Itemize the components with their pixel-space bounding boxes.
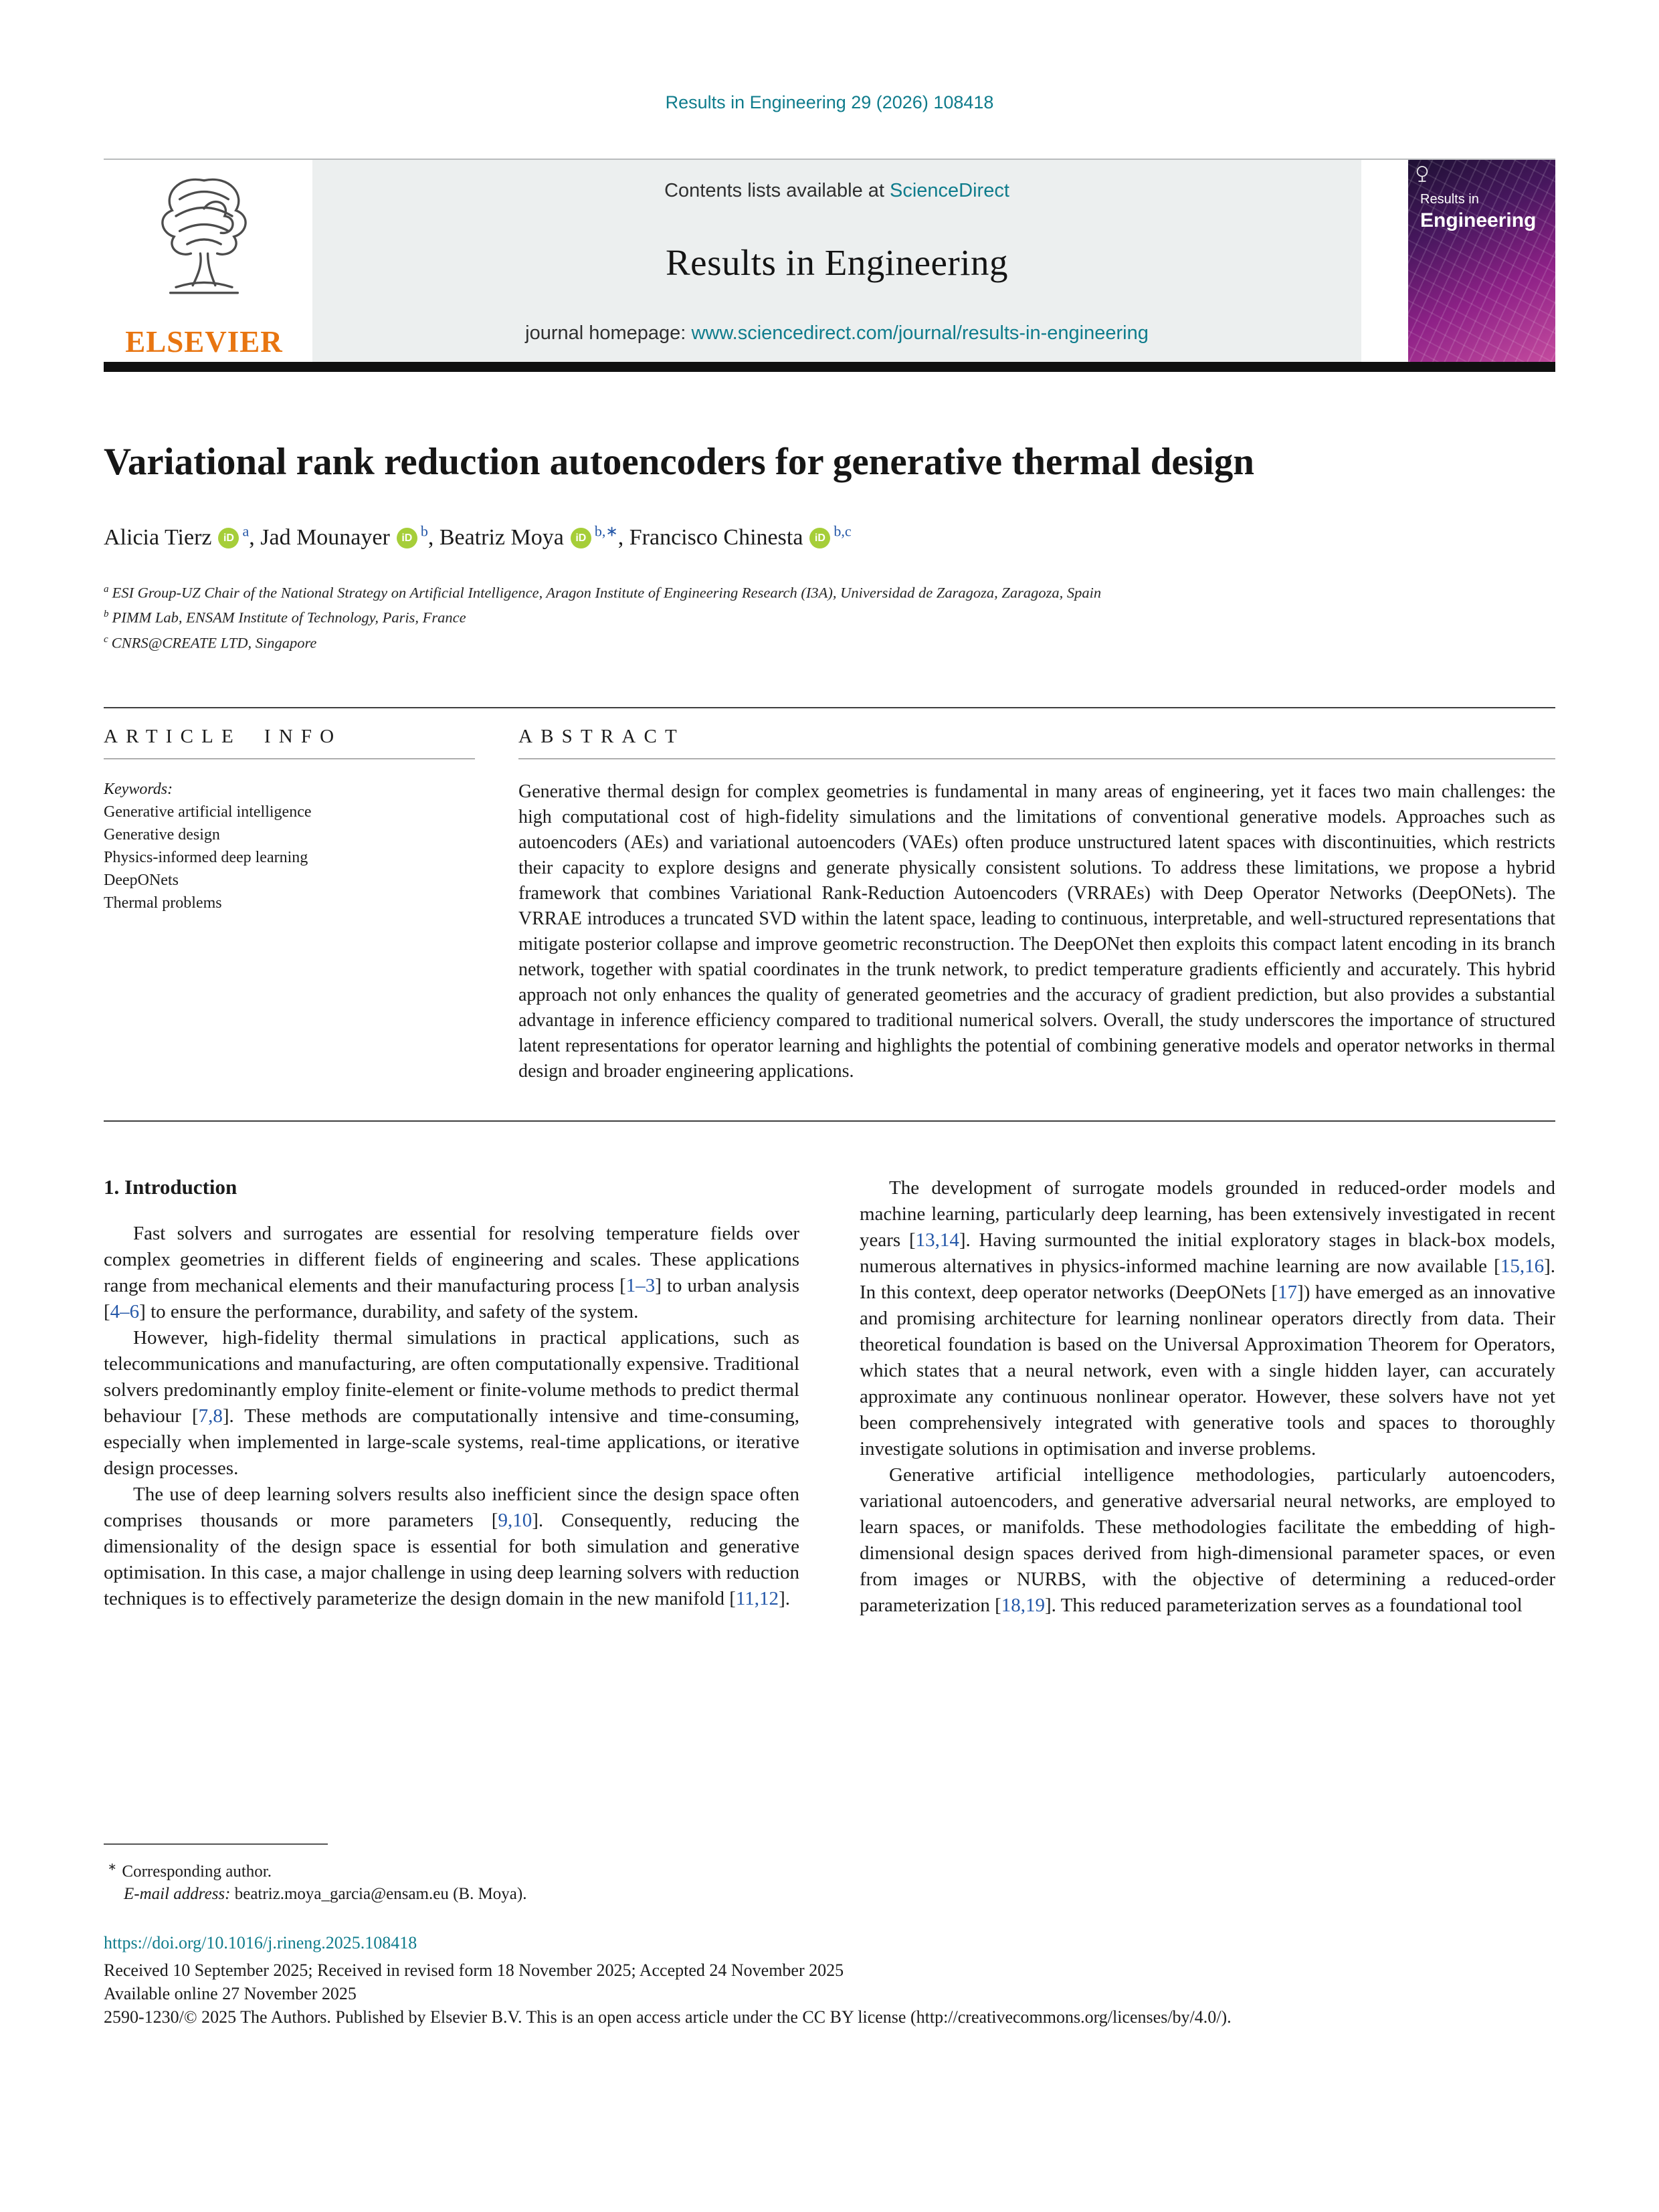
citation-link[interactable]: 13,14 (915, 1229, 959, 1251)
text-run: ]) have emerged as an innovative and promising architecture for learning nonlinear operators directly from data. Their theoretical foundation is based on the Universal Approximation Theorem for Operators, which states that a neural network, even with a single hidden layer, can accurately approximate any continuous nonlinear operator. However, these solvers have not yet been comprehensively integrated with generative tools and spaces to thoroughly investigate solutions in optimisation and inverse problems. (860, 1282, 1555, 1460)
text-run: The development of surrogate models grounded in reduced-order models and machine learning, particularly deep learning, has been extensively investigated in recent years [ (860, 1177, 1555, 1251)
text-run: However, high-fidelity thermal simulations in practical applications, such as telecommunications and manufacturing, are often computationally expensive. Traditional solvers predominantly employ finite-element or finite-volume methods to predict thermal behaviour [ (104, 1327, 799, 1427)
author (104, 522, 261, 550)
text-run: ] to urban analysis [ (104, 1275, 799, 1323)
paragraph (104, 1482, 799, 1612)
paragraph (860, 1462, 1555, 1619)
keyword: Physics-informed deep learning (104, 849, 308, 867)
article-info-heading: ARTICLE INFO (104, 726, 475, 759)
running-head: Results in Engineering 29 (2026) 108418 (665, 92, 994, 112)
author-affiliation-sup[interactable]: b,c (834, 522, 852, 540)
cover-title-small: Results in (1420, 192, 1479, 207)
body-columns (104, 1175, 1555, 1619)
page-footer (104, 1843, 1555, 2029)
paragraph (860, 1175, 1555, 1462)
journal-title: Results in Engineering (665, 241, 1009, 283)
journal-header (104, 159, 1555, 362)
affiliation (104, 603, 1555, 629)
citation-link[interactable]: 17 (1278, 1282, 1298, 1304)
text-run: E-mail address: (124, 1885, 235, 1904)
homepage-prefix: journal homepage: (525, 322, 692, 344)
text-run: Fast solvers and surrogates are essential for resolving temperature fields over complex geometries in different fields of engineering and scales. These applications range from mechanical elements and their manufacturing process [ (104, 1223, 799, 1297)
author-affiliation-sup[interactable]: a (242, 522, 250, 540)
citation-link[interactable]: 15,16 (1500, 1255, 1545, 1278)
sciencedirect-link[interactable]: ScienceDirect (890, 180, 1009, 201)
author-separator: , (249, 524, 261, 550)
history-lines (104, 1958, 1555, 2029)
cover-elsevier-mark-icon (1415, 165, 1430, 186)
paragraph (104, 1325, 799, 1482)
text-run: 2590-1230/© 2025 The Authors. Published by Elsevier B.V. This is an open access article under the CC BY license ( (104, 2007, 916, 2027)
citation-link[interactable]: 18,19 (1001, 1595, 1045, 1617)
contents-prefix: Contents lists available at (664, 180, 890, 201)
info-abstract-block (104, 707, 1555, 1122)
text-run: ]. Consequently, reducing the dimensionality of the design space is essential for both simulation and generative optimisation. In this case, a major challenge in using deep learning solvers with reduction techniques is to effectively parameterize the design domain in the new manifold [ (104, 1510, 800, 1610)
text-run: ] to ensure the performance, durability, and safety of the system. (139, 1301, 639, 1323)
journal-banner (312, 160, 1361, 362)
keyword: Generative artificial intelligence (104, 803, 312, 821)
elsevier-logo (104, 160, 304, 362)
author-name: Francisco Chinesta (629, 524, 803, 550)
inline-link[interactable]: http://creativecommons.org/licenses/by/4.0/ (916, 2007, 1222, 2027)
orcid-icon[interactable]: iD (218, 528, 239, 548)
orcid-icon[interactable]: iD (397, 528, 417, 548)
inline-link[interactable]: beatriz.moya_garcia@ensam.eu (234, 1885, 449, 1904)
email-line (124, 1885, 1555, 1904)
citation-link[interactable]: 4–6 (110, 1301, 140, 1323)
affiliation-text: PIMM Lab, ENSAM Institute of Technology, Paris, France (112, 609, 466, 626)
affiliation-text: ESI Group-UZ Chair of the National Strategy on Artificial Intelligence, Aragon Institute of Engineering Research (I3A), Universidad de Zaragoza, Zaragoza, Spain (112, 584, 1102, 601)
citation-link[interactable]: 7,8 (198, 1405, 223, 1427)
author-separator: , (617, 524, 629, 550)
author-affiliation-sup[interactable]: b,∗ (594, 522, 618, 540)
orcid-icon[interactable]: iD (809, 528, 830, 548)
text-run: ]. (779, 1588, 790, 1610)
author-separator: , (427, 524, 440, 550)
homepage-line (328, 322, 1345, 344)
affiliation-sup: b (104, 609, 109, 620)
body-column-right (860, 1175, 1555, 1619)
body-column-left (104, 1175, 799, 1619)
author-line (104, 523, 1555, 550)
keyword: Generative design (104, 826, 220, 844)
affiliation (104, 579, 1555, 604)
article-title: Variational rank reduction autoencoders for generative thermal design (104, 441, 1254, 483)
author-name: Alicia Tierz (104, 524, 212, 550)
contents-line (328, 180, 1345, 202)
keywords-label: Keywords: (104, 781, 173, 799)
keywords-list (104, 778, 475, 914)
page-content (0, 159, 1659, 1619)
citation-link[interactable]: 9,10 (498, 1510, 532, 1532)
corresponding-text: Corresponding author. (122, 1862, 272, 1881)
author (439, 522, 629, 550)
text-run: ]. In this context, deep operator networks (DeepONets [ (860, 1255, 1555, 1304)
text-run: ). (1221, 2007, 1232, 2027)
author-affiliation-sup[interactable]: b (420, 522, 428, 540)
author (629, 522, 852, 550)
abstract-text: Generative thermal design for complex geometries is fundamental in many areas of engineering, yet it faces two main challenges: the high computational cost of high-fidelity simulations and the limitations of conventional generative models. Approaches such as autoencoders (AEs) and variational autoencoders (VAEs) often produce unstructured latent spaces with discontinuities, which restricts their capacity to explore designs and generate physically consistent solutions. To address these limitations, we propose a hybrid framework that combines Variational Rank-Reduction Autoencoders (VRRAEs) with Deep Operator Networks (DeepONets). The VRRAE introduces a truncated SVD within the latent space, leading to continuous, interpretable, and well-structured representations that mitigate posterior collapse and improve geometric reconstruction. The DeepONet then exploits this compact latent encoding in its branch network, together with spatial coordinates in the trunk network, to predict temperature gradients efficiently and accurately. This hybrid approach not only enhances the quality of generated geometries and the accuracy of gradient prediction, but also provides a substantial advantage in inference efficiency compared to traditional numerical solvers. Overall, the study underscores the importance of structured latent representations for operator learning and highlights the potential of combining generative models and operator networks in thermal design and broader engineering applications. (518, 781, 1555, 1082)
corresponding-author-note (104, 1854, 1555, 1885)
cover-title-large: Engineering (1420, 209, 1537, 231)
author-name: Beatriz Moya (439, 524, 564, 550)
homepage-link[interactable]: www.sciencedirect.com/journal/results-in-engineering (691, 322, 1149, 344)
header-rule (104, 362, 1555, 372)
paragraph (104, 1221, 799, 1325)
keyword: Thermal problems (104, 894, 222, 912)
available-online-line: Available online 27 November 2025 (104, 1984, 357, 2004)
orcid-icon[interactable]: iD (571, 528, 591, 548)
abstract-column (518, 726, 1555, 1084)
text-run: Generative artificial intelligence methodologies, particularly autoencoders, variational autoencoders, and generative adversarial neural networks, are employed to learn spaces, or manifolds. These methodologies facilitate the embedding of high-dimensional design spaces derived from high-dimensional parameter spaces, or even from images or NURBS, with the objective of determining a reduced-order parameterization [ (860, 1464, 1555, 1617)
keyword: DeepONets (104, 872, 179, 890)
citation-link[interactable]: 1–3 (625, 1275, 656, 1297)
text-run: The use of deep learning solvers results also inefficient since the design space often comprises thousands or more parameters [ (104, 1484, 799, 1532)
affiliation-sup: a (104, 583, 109, 595)
article-info-column (104, 726, 475, 1084)
abstract-heading: ABSTRACT (518, 726, 1555, 759)
affiliation-sup: c (104, 633, 108, 645)
affiliation-list (104, 579, 1555, 654)
copyright-line (104, 2005, 1555, 2029)
section-heading-introduction: 1. Introduction (104, 1175, 237, 1199)
elsevier-tree-icon (148, 169, 260, 304)
citation-link[interactable]: 11,12 (735, 1588, 779, 1610)
text-run: (B. Moya). (448, 1885, 527, 1904)
affiliation-text: CNRS@CREATE LTD, Singapore (111, 634, 317, 651)
author-name: Jad Mounayer (260, 524, 390, 550)
text-run: ]. Having surmounted the initial exploratory stages in black-box models, numerous alternatives in physics-informed machine learning are now available [ (860, 1229, 1556, 1278)
journal-cover-thumbnail[interactable] (1408, 160, 1555, 362)
elsevier-wordmark: ELSEVIER (125, 325, 283, 359)
author (260, 522, 440, 550)
corresponding-asterisk: ∗ (108, 1862, 117, 1873)
footnote-rule (104, 1843, 328, 1845)
received-line: Received 10 September 2025; Received in revised form 18 November 2025; Accepted 24 November 2025 (104, 1960, 844, 1981)
text-run: ]. These methods are computationally intensive and time-consuming, especially when implemented in large-scale systems, real-time applications, or iterative design processes. (104, 1405, 799, 1480)
affiliation (104, 629, 1555, 654)
text-run: ]. This reduced parameterization serves as a foundational tool (1045, 1595, 1523, 1617)
doi-link[interactable]: https://doi.org/10.1016/j.rineng.2025.108418 (104, 1933, 417, 1953)
